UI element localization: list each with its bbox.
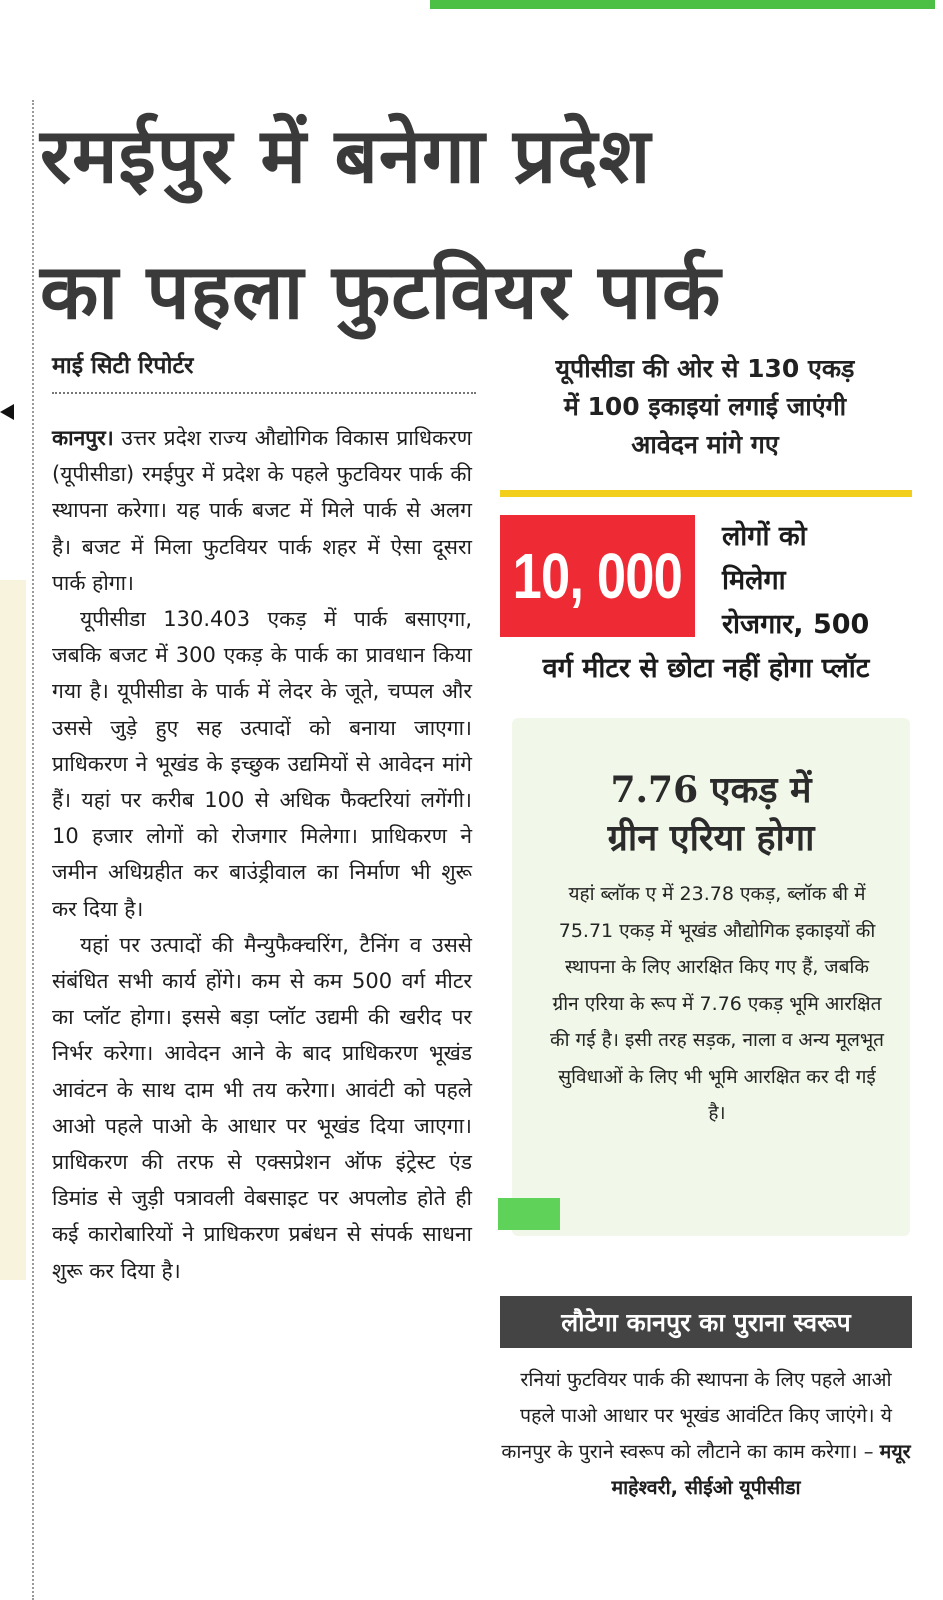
byline: माई सिटी रिपोर्टर <box>52 353 194 379</box>
page-edge-arrow-icon <box>0 404 14 420</box>
stat-side-line-3: रोजगार, 500 <box>722 609 870 640</box>
top-accent-bar <box>430 0 935 9</box>
adjacent-page-strip <box>0 580 26 1280</box>
headline <box>40 88 940 360</box>
highlight-line-1: यूपीसीडा की ओर से 130 एकड़ <box>555 354 855 383</box>
quote-body: रनियां फुटवियर पार्क की स्थापना के लिए पहले आओ पहले पाओ आधार पर भूखंड आवंटित किए जाएंगे। ये कानपुर के पुराने स्वरूप को लौटाने का काम करेगा। – <box>501 1368 892 1463</box>
green-accent-block <box>498 1198 560 1230</box>
article-paragraph-1 <box>52 420 472 601</box>
stat-side-line-1: लोगों को <box>722 521 807 552</box>
highlight-divider <box>500 490 912 497</box>
highlight-line-2: में 100 इकाइयां लगाई जाएंगी <box>563 392 847 421</box>
quote-text <box>500 1362 912 1506</box>
stat-caption: वर्ग मीटर से छोटा नहीं होगा प्लॉट <box>542 653 870 684</box>
green-area-title-line-2: ग्रीन एरिया होगा <box>607 817 815 859</box>
headline-line-2: का पहला फुटवियर पार्क <box>40 247 722 336</box>
stat-box <box>500 515 695 637</box>
headline-line-1: रमईपुर में बनेगा प्रदेश <box>40 111 652 200</box>
dateline: कानपुर। <box>52 426 114 450</box>
green-area-title-line-1: 7.76 एकड़ में <box>610 769 812 811</box>
quote-author: मयूर माहेश्वरी, सीईओ यूपीसीडा <box>611 1440 911 1499</box>
highlights-box <box>500 350 910 464</box>
article-paragraph-3: यहां पर उत्पादों की मैन्युफैक्चरिंग, टैनिंग व उससे संबंधित सभी कार्य होंगे। कम से कम 500 वर्ग मीटर का प्लॉट होगा। इससे बड़ा प्लॉट उद्यमी की खरीद पर निर्भर करेगा। आवेदन आने के बाद प्राधिकरण भूखंड आवंटन के साथ दाम भी तय करेगा। आवंटी को पहले आओ पहले पाओ के आधार पर भूखंड दिया जाएगा। प्राधिकरण की तरफ से एक्सप्रेशन ऑफ इंट्रेस्ट एंड डिमांड से जुड़ी पत्रावली वेबसाइट पर अपलोड होते ही कई कारोबारियों ने प्राधिकरण प्रबंधन से संपर्क साधना शुरू कर दिया है। <box>52 932 472 1283</box>
green-area-box <box>512 718 910 1236</box>
article-paragraph-1-text: उत्तर प्रदेश राज्य औद्योगिक विकास प्राधिकरण (यूपीसीडा) रमईपुर में प्रदेश के पहले फुटवियर पार्क की स्थापना करेगा। यह पार्क बजट में मिले पार्क से अलग है। बजट में मिला फुटवियर पार्क शहर में ऐसा दूसरा पार्क होगा। <box>52 426 472 595</box>
article-paragraph-2: यूपीसीडा 130.403 एकड़ में पार्क बसाएगा, जबकि बजट में 300 एकड़ के पार्क का प्रावधान किया गया है। यूपीसीडा के पार्क में लेदर के जूते, चप्पल और उससे जुड़े हुए सह उत्पादों को बनाया जाएगा। प्राधिकरण ने भूखंड के इच्छुक उद्यमियों से आवेदन मांगे हैं। यहां पर करीब 100 से अधिक फैक्टरियां लगेंगी। 10 हजार लोगों को रोजगार मिलेगा। प्राधिकरण ने जमीन अधिग्रहीत कर बाउंड्रीवाल का निर्माण भी शुरू कर दिया है। <box>52 607 472 921</box>
green-area-title <box>512 766 910 862</box>
article-body <box>52 420 472 1289</box>
stat-side-line-2: मिलेगा <box>722 565 786 596</box>
stat-side-text <box>722 515 912 647</box>
stat-number: 10, 000 <box>512 540 683 612</box>
highlight-line-3: आवेदन मांगे गए <box>631 430 779 459</box>
column-divider <box>32 100 34 1600</box>
quote-heading: लौटेगा कानपुर का पुराना स्वरूप <box>500 1296 912 1348</box>
green-area-text: यहां ब्लॉक ए में 23.78 एकड़, ब्लॉक बी में 75.71 एकड़ में भूखंड औद्योगिक इकाइयों की स्थापना के लिए आरक्षित किए गए हैं, जबकि ग्रीन एरिया के रूप में 7.76 एकड़ भूमि आरक्षित की गई है। इसी तरह सड़क, नाला व अन्य मूलभूत सुविधाओं के लिए भी भूमि आरक्षित कर दी गई है। <box>550 883 885 1124</box>
byline-divider <box>52 392 476 394</box>
